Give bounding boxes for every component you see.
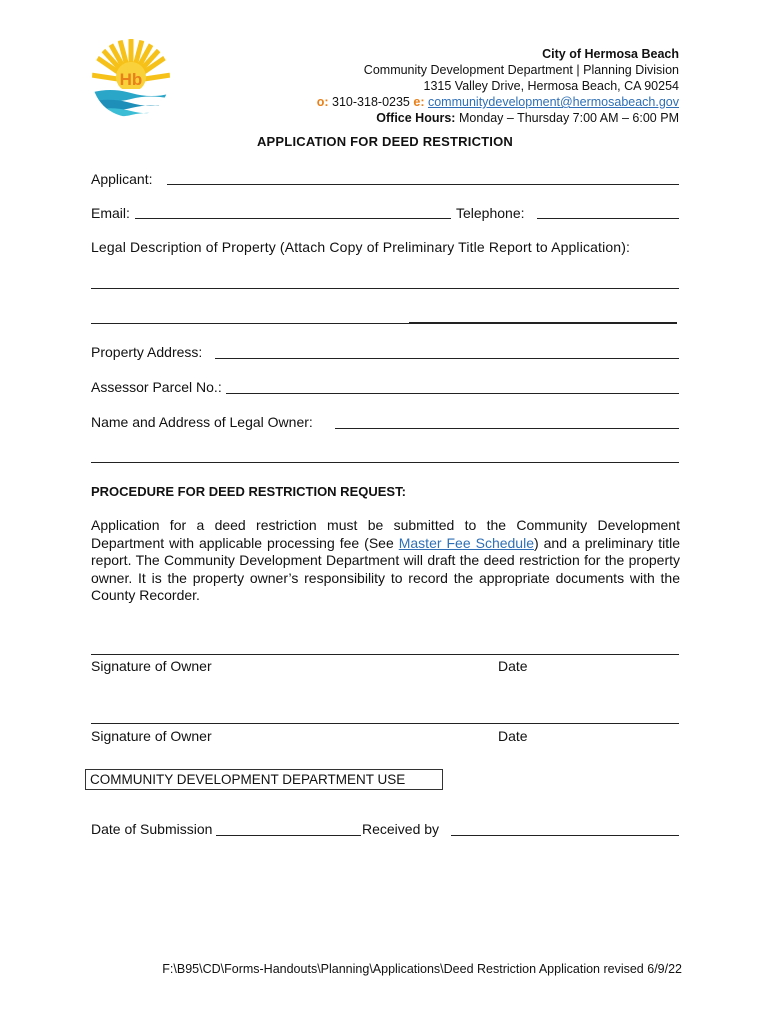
- department-use-box: COMMUNITY DEVELOPMENT DEPARTMENT USE: [85, 769, 443, 790]
- legal-owner-field-line-2[interactable]: [91, 462, 679, 463]
- procedure-text-1: Application for a deed restriction must be submitted to the Community Development Department with applicable processing fee (See: [91, 517, 680, 551]
- legal-owner-label: Name and Address of Legal Owner:: [91, 414, 313, 430]
- telephone-field[interactable]: [537, 218, 679, 219]
- office-hours-value: Monday – Thursday 7:00 AM – 6:00 PM: [458, 111, 679, 125]
- phone-number: 310-318-0235: [332, 95, 410, 109]
- phone-prefix: o:: [316, 95, 329, 109]
- applicant-field[interactable]: [167, 184, 679, 185]
- received-by-field[interactable]: [451, 835, 679, 836]
- file-path-footer: F:\B95\CD\Forms-Handouts\Planning\Applications\Deed Restriction Application revised 6/9/22: [162, 962, 682, 976]
- email-prefix: e:: [413, 95, 425, 109]
- legal-description-line-1[interactable]: [91, 288, 679, 289]
- office-hours-label: Office Hours:: [376, 111, 456, 125]
- telephone-label: Telephone:: [456, 205, 525, 221]
- master-fee-schedule-link[interactable]: Master Fee Schedule: [398, 534, 534, 551]
- owner-date-label-2: Date: [498, 728, 528, 744]
- received-by-label: Received by: [362, 821, 440, 837]
- office-hours: [376, 110, 679, 126]
- procedure-paragraph: [91, 517, 680, 605]
- procedure-heading: PROCEDURE FOR DEED RESTRICTION REQUEST:: [91, 484, 406, 499]
- office-address: 1315 Valley Drive, Hermosa Beach, CA 90254: [423, 79, 679, 93]
- legal-owner-field[interactable]: [335, 428, 679, 429]
- date-submission-field[interactable]: [216, 835, 361, 836]
- owner-date-label-1: Date: [498, 658, 528, 674]
- property-address-label: Property Address:: [91, 344, 203, 360]
- date-submission-label: Date of Submission: [91, 821, 213, 837]
- city-name: City of Hermosa Beach: [542, 47, 679, 61]
- city-logo: [90, 37, 172, 119]
- email-label: Email:: [91, 205, 130, 221]
- email-link[interactable]: communitydevelopment@hermosabeach.gov: [427, 95, 679, 109]
- owner-signature-line-2[interactable]: [91, 723, 679, 724]
- legal-description-line-2b[interactable]: [409, 322, 677, 324]
- svg-text:Hb: Hb: [119, 70, 143, 89]
- contact-line: [317, 94, 679, 110]
- department-name: Community Development Department | Planning Division: [363, 63, 679, 77]
- owner-signature-line-1[interactable]: [91, 654, 679, 655]
- assessor-parcel-label: Assessor Parcel No.:: [91, 379, 222, 395]
- form-title: APPLICATION FOR DEED RESTRICTION: [256, 134, 514, 149]
- procedure-text-2: ) and a preliminary title report. The Community Development Department will draft the deed restriction for the property owner. It is the property owner’s responsibility to record the appropriate documents with the County Recorder.: [91, 534, 680, 604]
- email-field[interactable]: [135, 218, 451, 219]
- property-address-field[interactable]: [215, 358, 679, 359]
- owner-signature-label-2: Signature of Owner: [91, 728, 212, 744]
- legal-description-line-2a[interactable]: [91, 323, 409, 324]
- applicant-label: Applicant:: [91, 171, 153, 187]
- owner-signature-label-1: Signature of Owner: [91, 658, 212, 674]
- legal-description-label: Legal Description of Property (Attach Copy of Preliminary Title Report to Application):: [91, 239, 631, 255]
- assessor-parcel-field[interactable]: [226, 393, 679, 394]
